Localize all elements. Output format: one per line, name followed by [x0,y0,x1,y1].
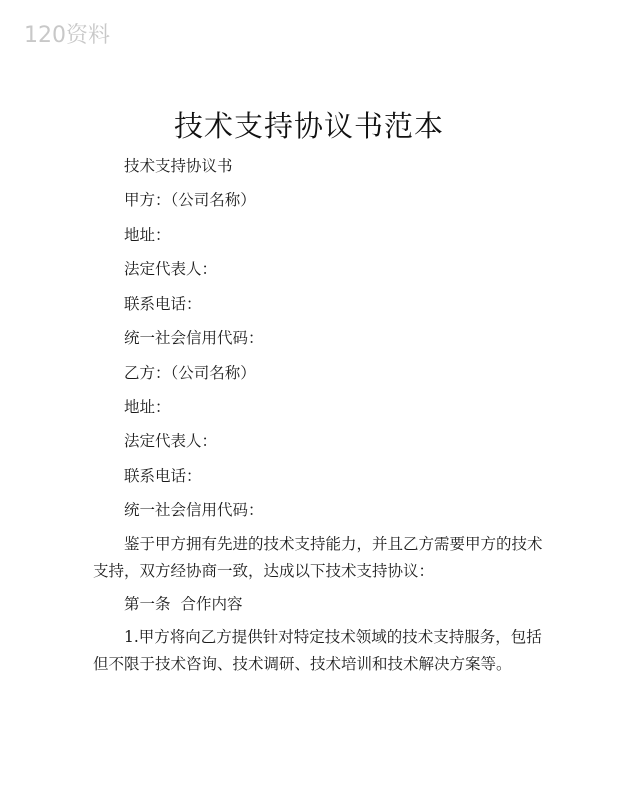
watermark-logo: 120资料 [24,23,110,48]
clause-title: 合作内容 [180,595,243,613]
party-a-phone: 联系电话： [124,295,202,313]
party-b: 乙方：（公司名称） [124,364,256,382]
party-a: 甲方：（公司名称） [124,191,256,209]
party-b-phone: 联系电话： [124,467,202,485]
clause-number: 第一条 [124,595,171,613]
clause-heading [124,594,243,614]
party-b-legal-rep: 法定代表人： [124,432,218,450]
preamble-paragraph: 鉴于甲方拥有先进的技术支持能力，并且乙方需要甲方的技术支持，双方经协商一致，达成以下技术支持协议： [93,535,543,580]
agreement-name: 技术支持协议书 [124,157,233,175]
party-a-legal-rep: 法定代表人： [124,260,218,278]
clause-item-1: 1.甲方将向乙方提供针对特定技术领域的技术支持服务，包括但不限于技术咨询、技术调研、技术培训和技术解决方案等。 [93,628,542,673]
party-a-credit-code: 统一社会信用代码： [124,329,264,347]
party-b-credit-code: 统一社会信用代码： [124,501,264,519]
document-title: 技术支持协议书范本 [173,109,444,143]
party-a-address: 地址： [124,226,171,244]
party-b-address: 地址： [124,398,171,416]
